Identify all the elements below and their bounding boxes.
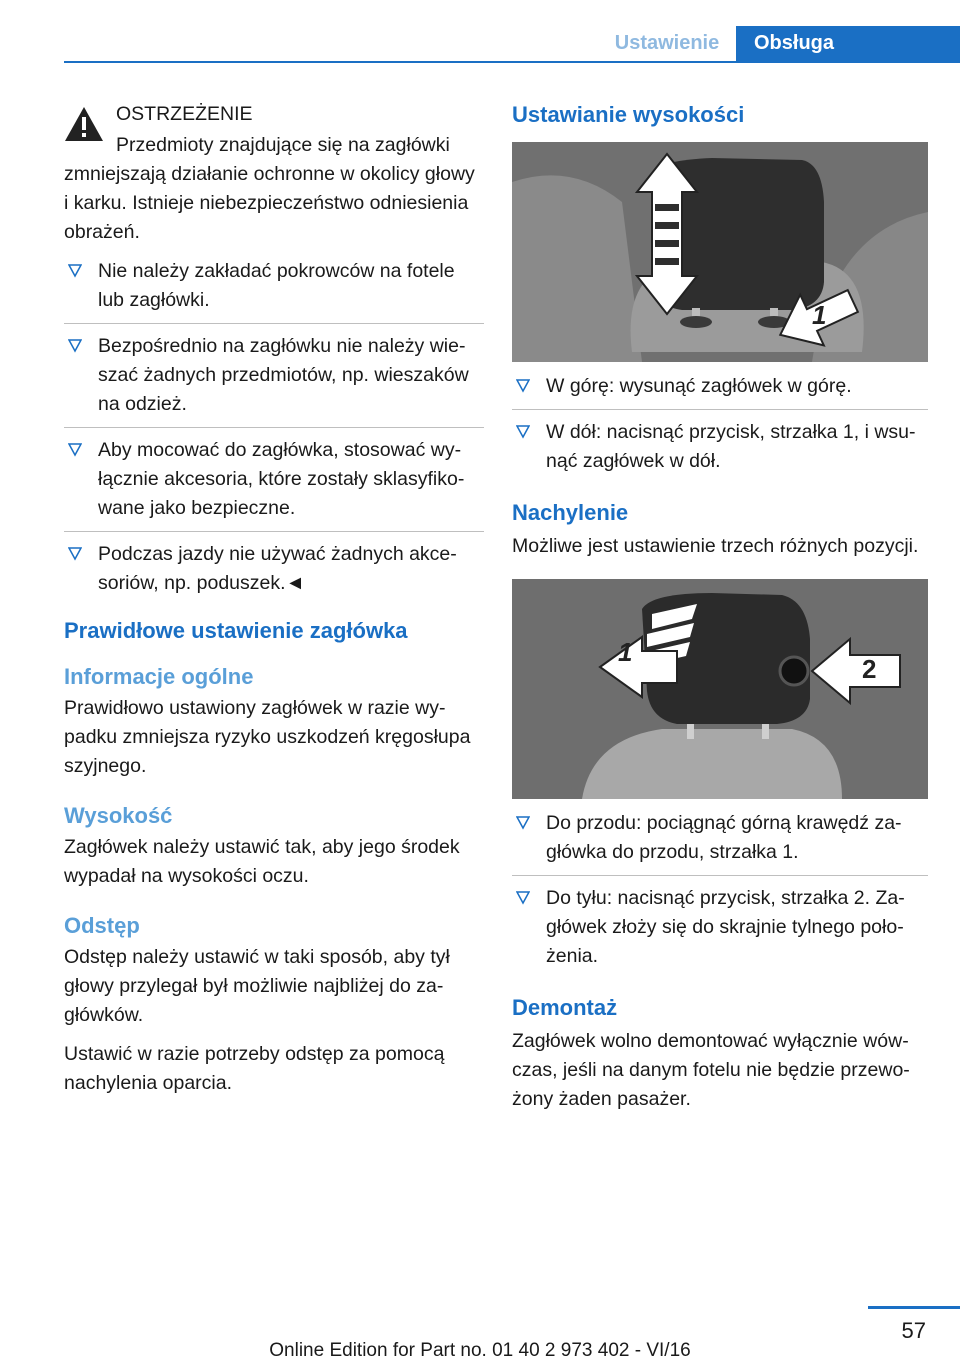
warning-title: OSTRZEŻENIE [116, 103, 253, 125]
triangle-bullet-icon [516, 816, 530, 830]
headrest-height-photo [512, 142, 928, 362]
right-column [512, 100, 928, 1124]
distance-text-backrest: Ustawić w razie potrzeby odstęp za pomocą nachylenia oparcia. [64, 1043, 445, 1094]
list-item-text: Do przodu: pociągnąć górną krawędź zagłówka do przodu, strzałka 1. [546, 812, 902, 863]
list-divider [512, 875, 928, 876]
list-item [64, 540, 484, 598]
page-number: 57 [901, 1318, 926, 1343]
heading-height: Wysokość [64, 803, 173, 828]
heading-distance: Odstęp [64, 913, 140, 938]
height-text: Zagłówek należy ustawić tak, aby jego środek wypadał na wysokości oczu. [64, 836, 460, 887]
triangle-bullet-icon [516, 379, 530, 393]
arrow-label-2: 2 [862, 654, 877, 684]
arrow-label-1: 1 [812, 300, 827, 330]
arrow-label-1: 1 [618, 637, 633, 667]
height-list [512, 372, 928, 476]
tab-section-ustawienie: Ustawienie [614, 32, 720, 54]
heading-general-info: Informacje ogólne [64, 664, 254, 689]
list-item [512, 418, 928, 476]
left-column [64, 100, 484, 1108]
list-item-text: Aby mocować do zagłówka, stosować wyłącznie akcesoria, które zostały sklasyfikowane jako bezpieczne. [98, 439, 465, 519]
headrest-tilt-illustration [512, 579, 928, 799]
edition-info: Online Edition for Part no. 01 40 2 973 402 - VI/16 [269, 1340, 691, 1361]
tilt-text: Możliwe jest ustawienie trzech różnych pozycji. [512, 535, 919, 557]
heading-correct-adjustment: Prawidłowe ustawienie zagłówka [64, 618, 408, 643]
list-item-text: W dół: nacisnąć przycisk, strzałka 1, i wsunąć zagłówek w dół. [546, 421, 916, 472]
heading-removal: Demontaż [512, 995, 618, 1020]
warning-list [64, 257, 484, 598]
removal-text: Zagłówek wolno demontować wyłącznie wówczas, jeśli na danym fotelu nie będzie przewożony żaden pasażer. [512, 1030, 910, 1110]
list-item-text: W górę: wysunąć zagłówek w górę. [546, 375, 852, 397]
list-item-text: Nie należy zakładać pokrowców na fotele lub zagłówki. [98, 260, 455, 311]
triangle-bullet-icon [68, 339, 82, 353]
heading-height-adjustment: Ustawianie wysokości [512, 102, 745, 127]
list-divider [64, 323, 484, 324]
footer-rule [868, 1306, 960, 1309]
triangle-bullet-icon [516, 891, 530, 905]
distance-text: Odstęp należy ustawić w taki sposób, aby tył głowy przylegał był możliwie najbliżej do zagłówków. [64, 946, 450, 1026]
list-item [64, 436, 484, 523]
heading-tilt: Nachylenie [512, 500, 629, 525]
list-item-text: Bezpośrednio na zagłówku nie należy wieszać żadnych przedmiotów, np. wieszaków na odzież. [98, 335, 469, 415]
list-divider [512, 409, 928, 410]
list-item [64, 332, 484, 419]
triangle-bullet-icon [68, 443, 82, 457]
list-divider [64, 531, 484, 532]
general-info-text: Prawidłowo ustawiony zagłówek w razie wypadku zmniejsza ryzyko uszkodzeń kręgosłupa szyjnego. [64, 697, 471, 777]
warning-block [64, 100, 484, 247]
list-item [512, 884, 928, 971]
list-item [512, 372, 928, 401]
list-divider [64, 427, 484, 428]
headrest-height-illustration [512, 142, 928, 362]
warning-text: Przedmioty znajdujące się na zagłówki zmniejszają działanie ochronne w okolicy głowy i karku. Istnieje niebezpieczeństwo odniesienia obrażeń. [64, 134, 475, 243]
tab-chapter-obsluga: Obsługa [736, 26, 960, 61]
triangle-bullet-icon [68, 547, 82, 561]
list-item-text: Do tyłu: nacisnąć przycisk, strzałka 2. Zagłówek złoży się do skrajnie tylnego położenia. [546, 887, 905, 967]
warning-triangle-icon [64, 106, 104, 142]
tilt-list [512, 809, 928, 971]
triangle-bullet-icon [516, 425, 530, 439]
list-item [64, 257, 484, 315]
headrest-tilt-photo [512, 579, 928, 799]
triangle-bullet-icon [68, 264, 82, 278]
header-rule [64, 61, 960, 63]
list-item [512, 809, 928, 867]
list-item-text: Podczas jazdy nie używać żadnych akcesoriów, np. poduszek.◄ [98, 543, 457, 594]
